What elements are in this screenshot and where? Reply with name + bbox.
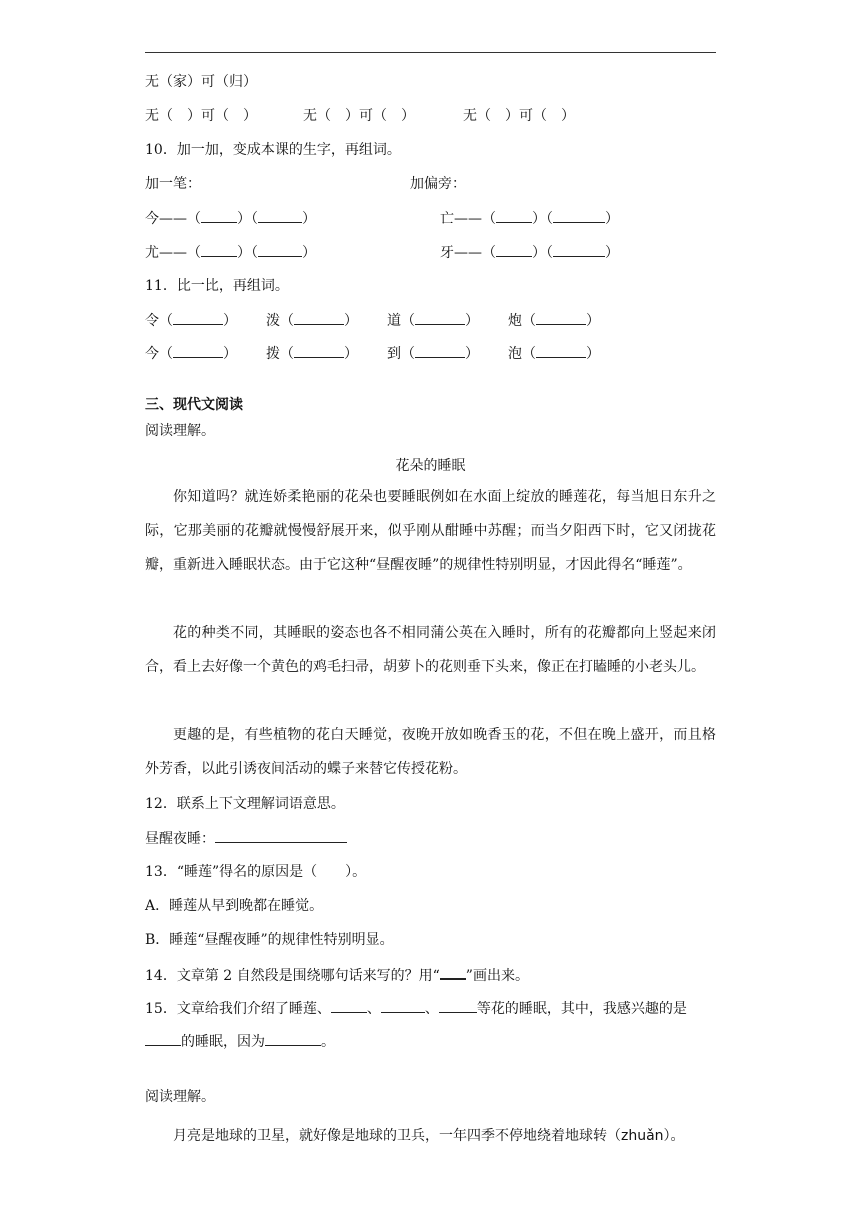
q9-blank-3: 无（ ）可（ ）: [463, 108, 575, 124]
q13-title: 13．“睡莲”得名的原因是（ ）。: [145, 864, 367, 880]
q12-title: 12．联系上下文理解词语意思。: [145, 796, 345, 812]
q10-left-heading: 加一笔：: [145, 176, 201, 192]
q10-row1-right: 亡——（ ）（ ）: [440, 208, 619, 229]
q10-title: 10．加一加，变成本课的生字，再组词。: [145, 142, 401, 158]
reading2-line: 月亮是地球的卫星，就好像是地球的卫兵，一年四季不停地绕着地球转（zhuǎn）。: [173, 1128, 685, 1144]
q11-title: 11．比一比，再组词。: [145, 278, 289, 294]
q14-question: 14．文章第 2 自然段是围绕哪句话来写的？用“ ”画出来。: [145, 964, 529, 986]
q11-row2-item: 泡（ ）: [508, 343, 600, 364]
q15-line-1: 15．文章给我们介绍了睡莲、 、 、 等花的睡眠，其中，我感兴趣的是: [145, 998, 687, 1019]
reading-intro: 阅读理解。: [145, 423, 215, 439]
q11-row1-item: 道（ ）: [387, 310, 479, 331]
q11-row2-item: 拨（ ）: [266, 343, 358, 364]
article-paragraph-3: 更趣的是，有些植物的花白天睡觉，夜晚开放如晚香玉的花，不但在晚上盛开，而且格外芳香，以此引诱夜间活动的蝶子来替它传授花粉。: [145, 727, 716, 777]
q13-option-b: B．睡莲“昼醒夜睡”的规律性特别明显。: [145, 932, 394, 948]
q13-option-a: A．睡莲从早到晚都在睡觉。: [145, 898, 324, 914]
q11-row1-item: 炮（ ）: [508, 310, 600, 331]
q9-example: 无（家）可（归）: [145, 74, 257, 90]
q9-blank-1: 无（ ）可（ ）: [145, 108, 257, 124]
q15-line-2: 的睡眠，因为 。: [145, 1031, 335, 1052]
pinyin: zhuǎn: [621, 1128, 664, 1144]
q11-row1-item: 令（ ）: [145, 310, 237, 331]
q10-row1-left: 今——（ ）（ ）: [145, 208, 316, 229]
section-heading: 三、现代文阅读: [145, 397, 243, 413]
article-paragraph-1: 你知道吗？就连娇柔艳丽的花朵也要睡眠例如在水面上绽放的睡莲花，每当旭日东升之际，它那美丽的花瓣就慢慢舒展开来，似乎刚从酣睡中苏醒；而当夕阳西下时，它又闭拢花瓣，重新进入睡眠状态。由于它这种“昼醒夜睡”的规律性特别明显，才因此得名“睡莲”。: [145, 489, 716, 573]
q10-row2-right: 牙——（ ）（ ）: [440, 242, 619, 263]
q11-row2-item: 到（ ）: [387, 343, 479, 364]
header-rule: [145, 52, 716, 53]
reading2-intro: 阅读理解。: [145, 1089, 215, 1105]
q10-right-heading: 加偏旁：: [410, 176, 466, 192]
article-paragraph-2: 花的种类不同，其睡眠的姿态也各不相同蒲公英在入睡时，所有的花瓣都向上竖起来闭合，看上去好像一个黄色的鸡毛扫帚，胡萝卜的花则垂下头来，像正在打瞌睡的小老头儿。: [145, 625, 716, 675]
q9-blank-2: 无（ ）可（ ）: [303, 108, 415, 124]
article-title: 花朵的睡眠: [395, 458, 466, 474]
q11-row2-item: 今（ ）: [145, 343, 237, 364]
q12-answer: 昼醒夜睡：: [145, 828, 347, 849]
q11-row1-item: 泼（ ）: [266, 310, 358, 331]
q10-row2-left: 尤——（ ）（ ）: [145, 242, 316, 263]
